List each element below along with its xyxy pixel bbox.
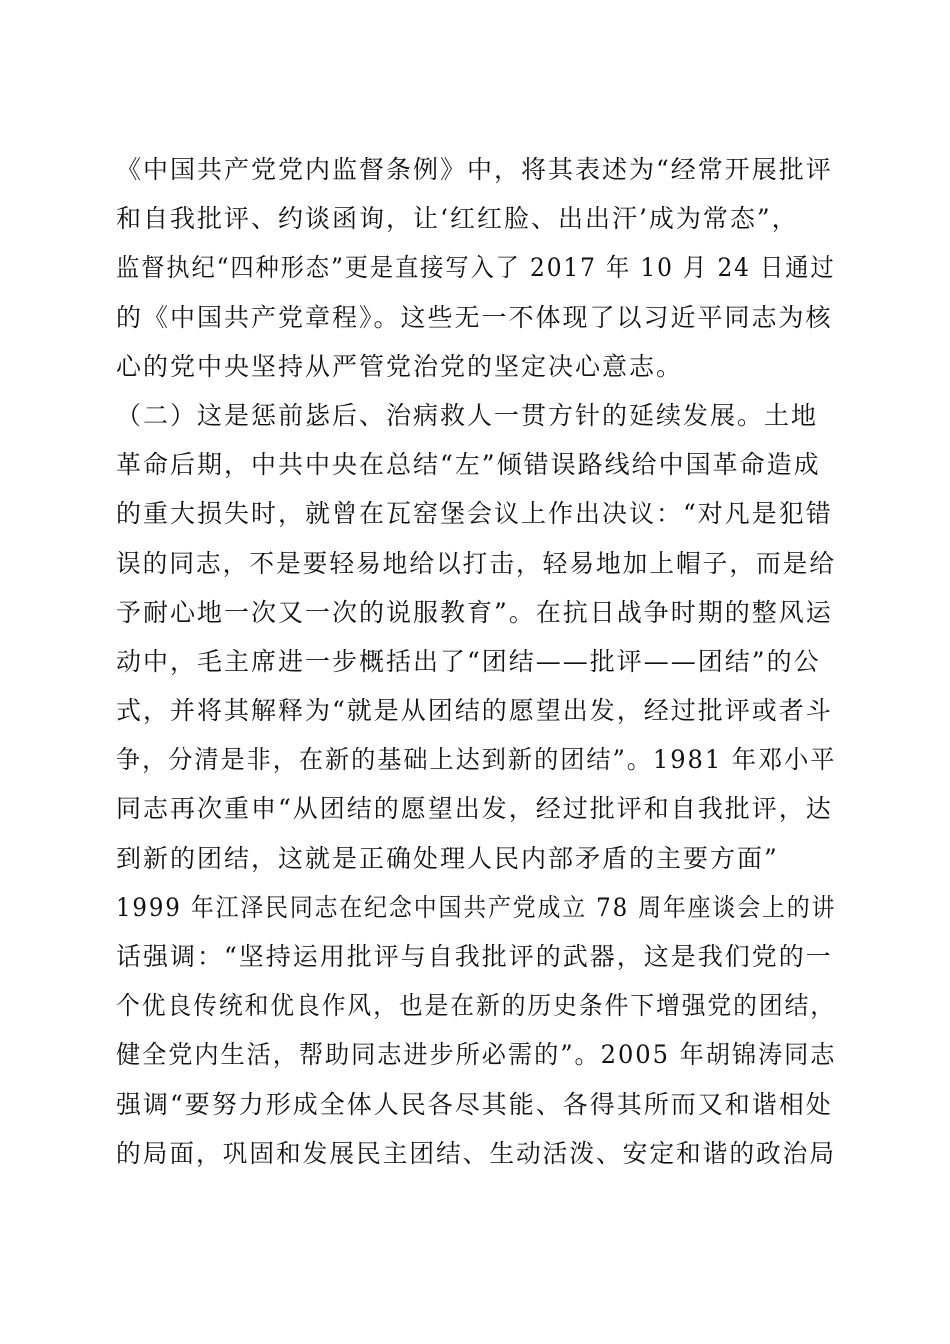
text-line: 同志再次重申“从团结的愿望出发，经过批评和自我批评，达 xyxy=(116,794,833,824)
text-line: 强调“要努力形成全体人民各尽其能、各得其所而又和谐相处 xyxy=(116,1089,833,1119)
text-line: 误的同志，不是要轻易地给以打击，轻易地加上帽子，而是给 xyxy=(116,548,837,578)
text-line: 到新的团结，这就是正确处理人民内部矛盾的主要方面” xyxy=(116,843,779,873)
text-line: 监督执纪“四种形态”更是直接写入了 2017 年 10 月 24 日通过 xyxy=(116,253,836,283)
text-line: 革命后期，中共中央在总结“左”倾错误路线给中国革命造成 xyxy=(116,450,821,480)
text-line: 的《中国共产党章程》。这些无一不体现了以习近平同志为核 xyxy=(116,302,833,332)
text-line: 的局面，巩固和发展民主团结、生动活泼、安定和谐的政治局 xyxy=(116,1138,837,1168)
text-line: 争，分清是非，在新的基础上达到新的团结”。1981 年邓小平 xyxy=(116,745,837,775)
text-line: 个优良传统和优良作风，也是在新的历史条件下增强党的团结， xyxy=(116,991,837,1021)
text-line: 健全党内生活，帮助同志进步所必需的”。2005 年胡锦涛同志 xyxy=(116,1040,837,1070)
text-line: 话强调：“坚持运用批评与自我批评的武器，这是我们党的一 xyxy=(116,942,833,971)
text-line: 《中国共产党党内监督条例》中，将其表述为“经常开展批评 xyxy=(116,155,833,184)
text-line: 式，并将其解释为“就是从团结的愿望出发，经过批评或者斗 xyxy=(116,696,833,726)
text-line: （二）这是惩前毖后、治病救人一贯方针的延续发展。土地 xyxy=(116,400,819,430)
text-line: 的重大损失时，就曾在瓦窑堡会议上作出决议：“对凡是犯错 xyxy=(116,499,833,529)
text-line: 心的党中央坚持从严管党治党的坚定决心意志。 xyxy=(116,351,684,381)
text-line: 予耐心地一次又一次的说服教育”。在抗日战争时期的整风运 xyxy=(116,597,833,627)
text-line: 动中，毛主席进一步概括出了“团结——批评——团结”的公 xyxy=(116,646,821,676)
body-text xyxy=(116,145,836,1178)
text-line: 1999 年江泽民同志在纪念中国共产党成立 78 周年座谈会上的讲 xyxy=(116,892,837,922)
text-line: 和自我批评、约谈函询，让‘红红脸、出出汗’成为常态”， xyxy=(116,204,799,234)
